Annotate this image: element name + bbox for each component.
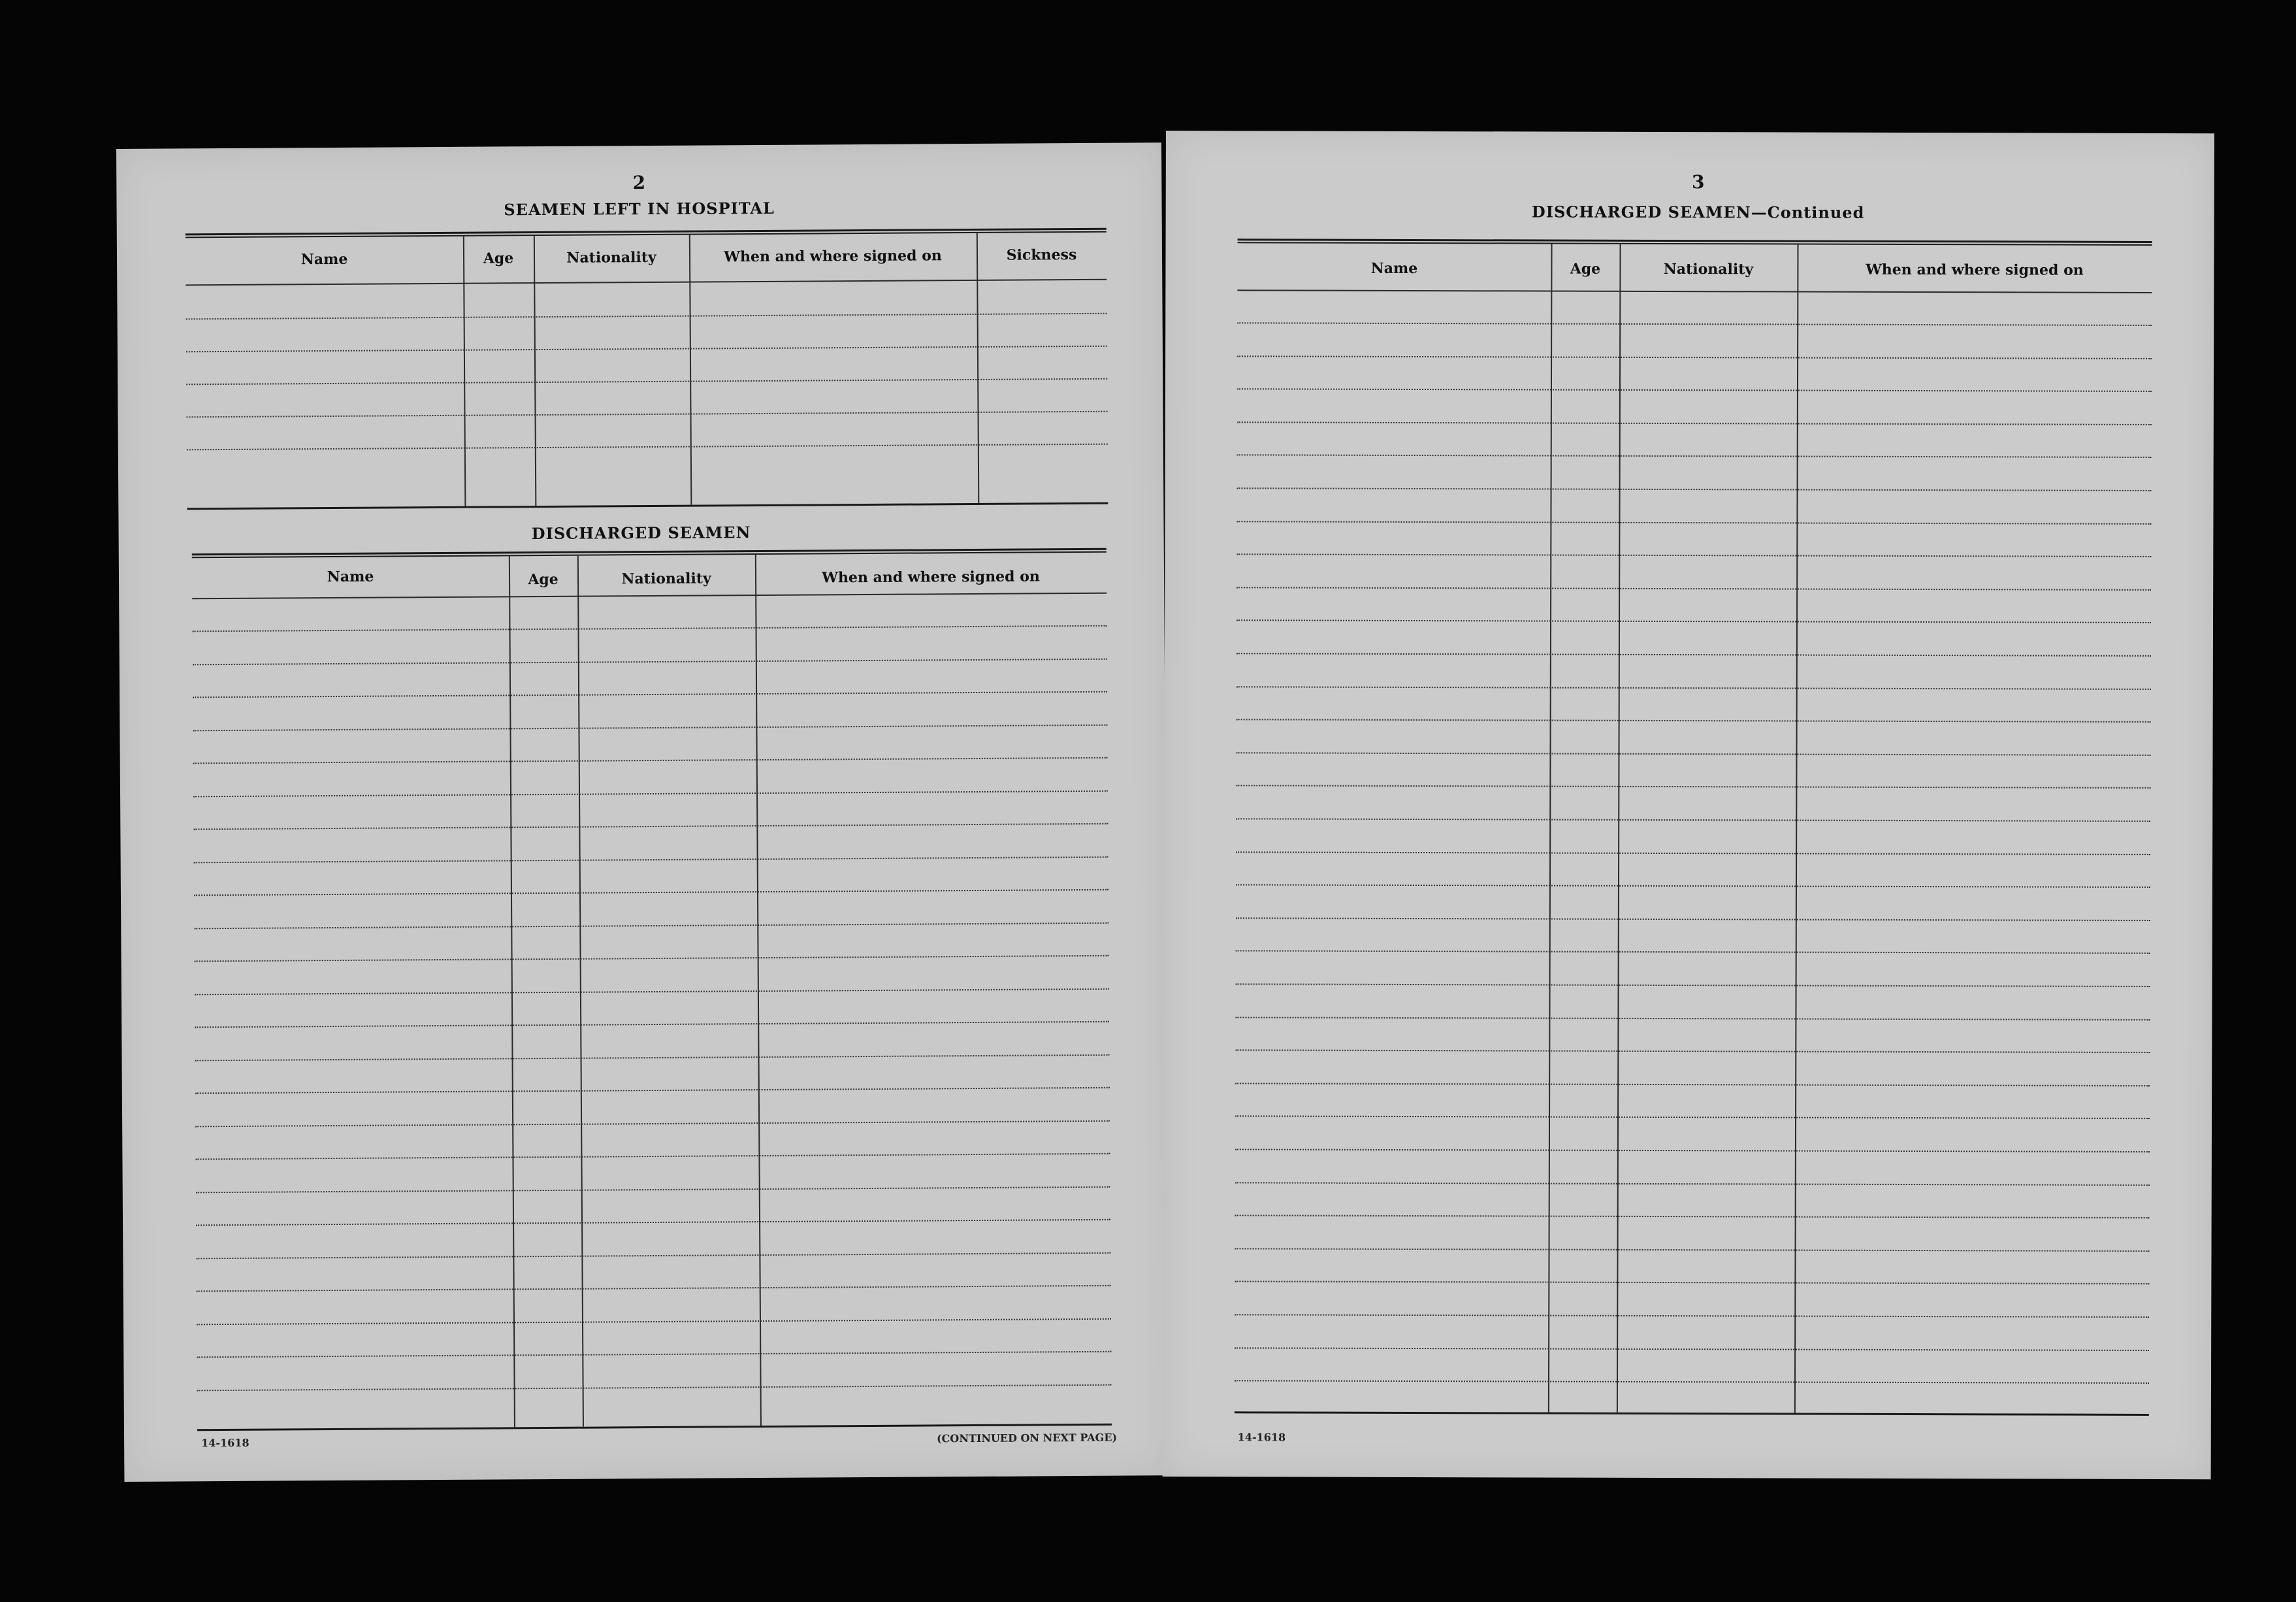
row-rule xyxy=(1235,1215,2150,1218)
row-rule xyxy=(186,346,1107,353)
row-rule xyxy=(1235,1149,2150,1152)
row-rule xyxy=(196,1219,1110,1226)
row-rule xyxy=(196,1252,1110,1259)
row-rule xyxy=(1235,1314,2149,1318)
row-rule xyxy=(1235,1017,2150,1021)
row-rule xyxy=(1235,1248,2150,1252)
col-header-when-where: When and where signed on xyxy=(1866,261,2084,279)
row-rule xyxy=(195,955,1109,962)
row-rule xyxy=(195,1153,1110,1160)
header-bottom-rule xyxy=(186,279,1107,286)
row-rule xyxy=(1235,1182,2150,1186)
row-rule xyxy=(1236,951,2150,955)
row-rule xyxy=(1236,884,2150,888)
page-number: 2 xyxy=(632,172,646,194)
header-bottom-rule xyxy=(192,593,1107,600)
row-rule xyxy=(1237,653,2151,657)
row-rule xyxy=(197,1351,1111,1358)
column-divider xyxy=(1617,244,1621,1413)
row-rule xyxy=(193,757,1108,764)
row-rule xyxy=(194,856,1108,863)
column-divider xyxy=(1794,245,1799,1413)
row-rule xyxy=(186,378,1107,385)
row-rule xyxy=(1237,620,2151,624)
row-rule xyxy=(1235,1116,2150,1120)
row-rule xyxy=(193,658,1107,665)
row-rule xyxy=(1237,322,2152,326)
col-header-nationality: Nationality xyxy=(1663,260,1754,278)
row-rule xyxy=(1236,818,2150,822)
row-rule xyxy=(1235,1083,2150,1087)
hospital-section-title: SEAMEN LEFT IN HOSPITAL xyxy=(504,198,775,220)
col-header-name: Name xyxy=(327,568,374,586)
row-rule xyxy=(195,988,1109,995)
continued-note: (CONTINUED ON NEXT PAGE) xyxy=(936,1431,1118,1445)
row-rule xyxy=(1236,983,2150,987)
col-header-sickness: Sickness xyxy=(1006,246,1077,264)
form-number: 14-1618 xyxy=(201,1436,250,1450)
left-page xyxy=(116,142,1169,1482)
table-bottom-rule xyxy=(1235,1411,2149,1416)
row-rule xyxy=(1237,553,2151,557)
col-header-when-where: When and where signed on xyxy=(724,247,942,266)
discharged-continued-title: DISCHARGED SEAMEN—Continued xyxy=(1531,202,1865,222)
page-number: 3 xyxy=(1692,171,1705,193)
column-divider xyxy=(1548,244,1553,1413)
row-rule xyxy=(1237,521,2151,525)
row-rule xyxy=(1237,388,2152,392)
col-header-age: Age xyxy=(483,250,514,267)
hospital-table xyxy=(186,228,1108,508)
col-header-when-where: When and where signed on xyxy=(822,568,1040,587)
row-rule xyxy=(1236,917,2150,921)
row-rule xyxy=(1236,851,2150,855)
col-header-age: Age xyxy=(528,570,558,589)
row-rule xyxy=(1237,719,2151,723)
row-rule xyxy=(193,790,1108,797)
column-divider xyxy=(977,233,980,503)
row-rule xyxy=(1235,1281,2149,1285)
header-double-rule xyxy=(192,548,1107,559)
column-divider xyxy=(534,236,537,506)
row-rule xyxy=(197,1285,1111,1292)
row-rule xyxy=(195,1120,1110,1127)
form-number: 14-1618 xyxy=(1237,1431,1286,1444)
row-rule xyxy=(1237,587,2151,591)
row-rule xyxy=(1237,487,2152,491)
right-page xyxy=(1163,131,2214,1479)
row-rule xyxy=(1237,752,2151,756)
row-rule xyxy=(195,1054,1110,1061)
header-double-rule xyxy=(186,228,1107,238)
row-rule xyxy=(195,1021,1109,1028)
row-rule xyxy=(194,922,1108,929)
table-bottom-rule xyxy=(197,1424,1112,1431)
row-rule xyxy=(1237,455,2152,459)
col-header-age: Age xyxy=(1570,260,1601,278)
col-header-name: Name xyxy=(1370,259,1418,278)
row-rule xyxy=(195,1087,1110,1094)
column-divider xyxy=(463,237,466,506)
discharged-continued-table xyxy=(1235,238,2152,1414)
col-header-nationality: Nationality xyxy=(621,570,711,588)
row-rule xyxy=(187,411,1108,418)
row-rule xyxy=(196,1186,1110,1193)
header-double-rule xyxy=(1238,238,2152,246)
row-rule xyxy=(193,625,1107,632)
col-header-nationality: Nationality xyxy=(566,248,656,267)
row-rule xyxy=(197,1318,1111,1325)
table-bottom-rule xyxy=(187,502,1108,510)
row-rule xyxy=(187,444,1108,451)
row-rule xyxy=(193,691,1107,698)
row-rule xyxy=(194,889,1108,896)
discharged-table xyxy=(192,548,1112,1430)
row-rule xyxy=(1235,1347,2149,1351)
row-rule xyxy=(193,823,1108,830)
discharged-section-title: DISCHARGED SEAMEN xyxy=(531,523,751,544)
header-bottom-rule xyxy=(1237,289,2152,293)
row-rule xyxy=(1236,785,2150,789)
row-rule xyxy=(1237,355,2152,359)
row-rule xyxy=(193,724,1107,731)
row-rule xyxy=(1237,686,2151,690)
row-rule xyxy=(1235,1380,2149,1384)
col-header-name: Name xyxy=(300,250,348,269)
row-rule xyxy=(197,1384,1112,1391)
row-rule xyxy=(1235,1049,2150,1053)
row-rule xyxy=(1237,421,2152,425)
row-rule xyxy=(186,313,1107,320)
column-divider xyxy=(689,235,692,505)
